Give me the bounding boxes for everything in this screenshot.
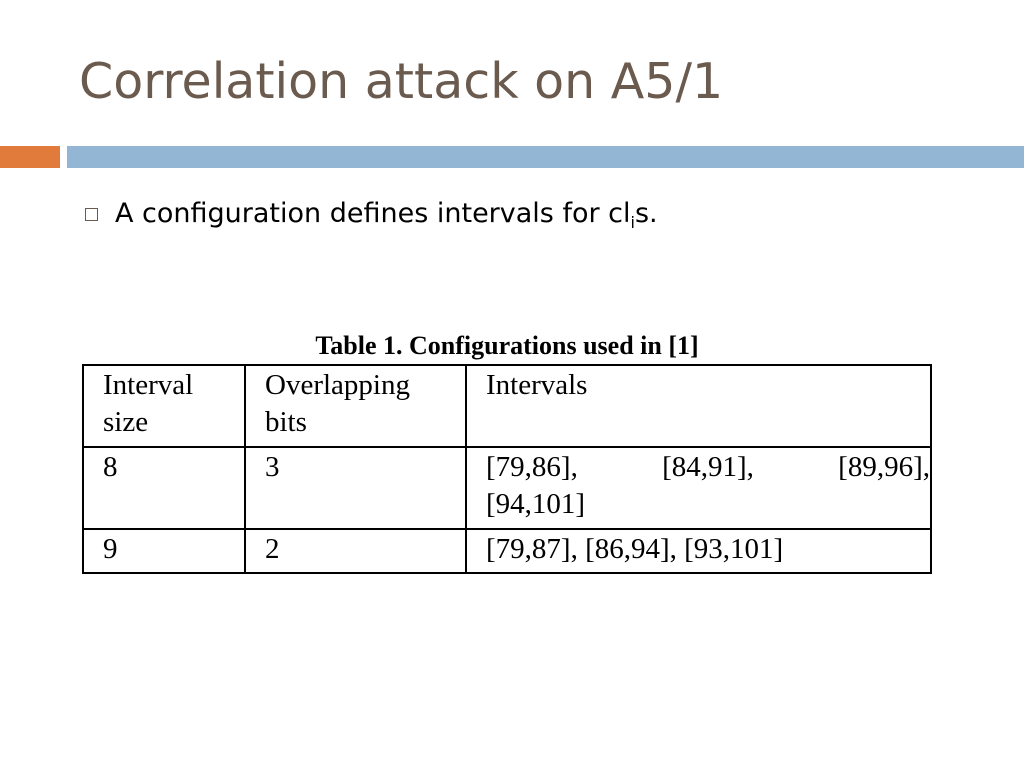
cell-interval-size: 9 <box>83 529 245 573</box>
cell-interval-size: 8 <box>83 447 245 529</box>
cell-intervals <box>466 447 931 529</box>
header-overlapping-bits-line1: Overlapping <box>265 369 410 401</box>
bullet-item <box>85 196 658 232</box>
header-interval-size <box>83 365 245 447</box>
header-interval-size-line2: size <box>103 406 149 438</box>
interval-value: [89,96], <box>838 451 930 483</box>
title-accent-bar <box>0 146 60 168</box>
configurations-table <box>82 364 932 574</box>
intervals-line <box>486 449 930 486</box>
header-overlapping-bits-line2: bits <box>265 406 307 438</box>
interval-value: [79,86], <box>486 451 578 483</box>
slide-title: Correlation attack on A5/1 <box>79 53 724 110</box>
cell-intervals: [79,87], [86,94], [93,101] <box>466 529 931 573</box>
square-bullet-icon <box>85 208 98 221</box>
bullet-text-subscript: i <box>630 213 635 232</box>
header-intervals: Intervals <box>466 365 931 447</box>
cell-overlapping-bits: 3 <box>245 447 466 529</box>
bullet-text-main: A configuration defines intervals for cl <box>115 198 631 229</box>
table-row <box>83 529 931 573</box>
header-overlapping-bits <box>245 365 466 447</box>
header-interval-size-line1: Interval <box>103 369 194 401</box>
table-caption: Table 1. Configurations used in [1] <box>315 331 699 360</box>
interval-value: [84,91], <box>662 451 754 483</box>
table-row <box>83 447 931 529</box>
table-header-row <box>83 365 931 447</box>
bullet-text-tail: s. <box>634 198 658 229</box>
bullet-text <box>115 196 658 232</box>
interval-value: [94,101] <box>486 488 586 520</box>
cell-overlapping-bits: 2 <box>245 529 466 573</box>
title-rule-bar <box>67 146 1024 168</box>
